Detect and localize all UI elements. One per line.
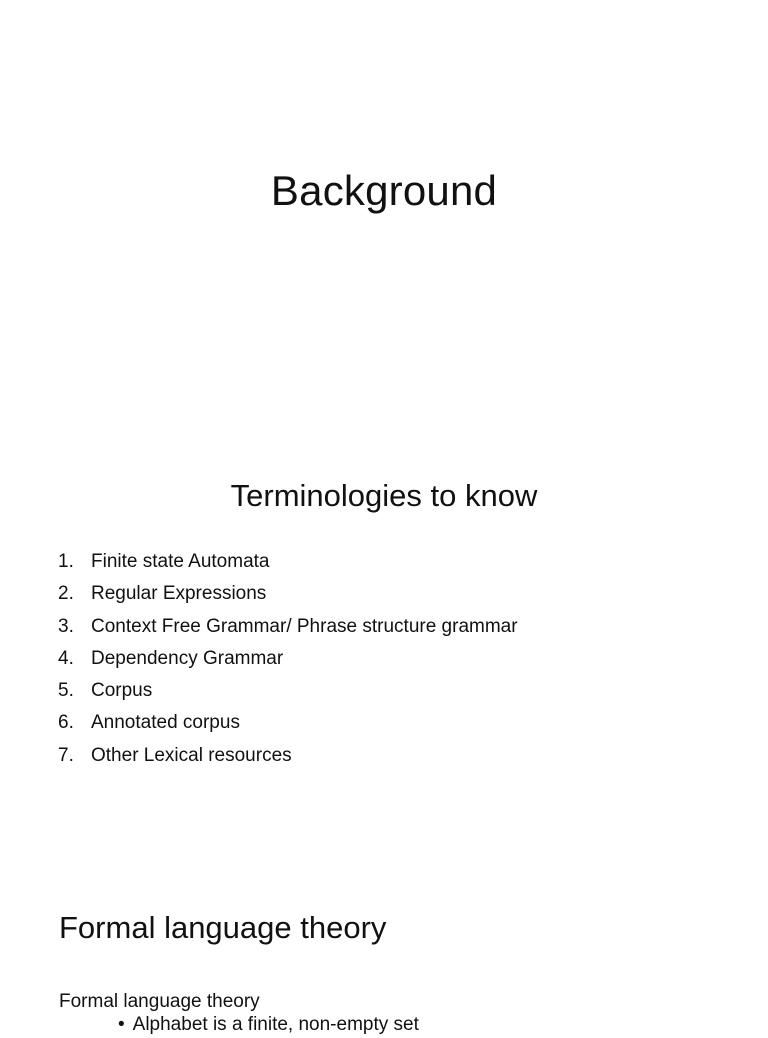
list-item-text: Annotated corpus <box>91 712 240 734</box>
list-item <box>58 578 518 610</box>
list-item-text: Regular Expressions <box>91 583 267 605</box>
sub-bullet-item <box>118 1012 419 1038</box>
list-item <box>58 675 518 707</box>
list-item-number: 3. <box>58 615 74 637</box>
slide-title-formal-language: Formal language theory <box>59 910 387 945</box>
list-item <box>58 740 518 772</box>
list-item-number: 4. <box>58 647 74 669</box>
list-item-number: 6. <box>58 712 74 734</box>
list-item-text: Finite state Automata <box>91 551 270 572</box>
list-item-number: 2. <box>58 583 74 605</box>
section-title-terminologies: Terminologies to know <box>230 478 538 513</box>
list-item <box>58 611 518 643</box>
list-item <box>58 546 518 578</box>
list-item-text: Corpus <box>91 680 153 702</box>
sub-bullet-text: Alphabet is a finite, non-empty set <box>132 1014 419 1035</box>
slide-title-background: Background <box>270 167 498 214</box>
list-item <box>58 643 518 675</box>
body-text: Formal language theory <box>59 991 260 1012</box>
list-item-text: Context Free Grammar/ Phrase structure grammar <box>91 615 518 637</box>
list-item-text: Other Lexical resources <box>91 744 292 766</box>
terminology-list <box>58 546 518 772</box>
list-item-number: 7. <box>58 744 74 766</box>
list-item-text: Dependency Grammar <box>91 647 284 669</box>
bullet-icon: • <box>118 1014 125 1035</box>
list-item-number: 5. <box>58 680 74 702</box>
list-item-number: 1. <box>58 551 74 572</box>
list-item <box>58 707 518 739</box>
